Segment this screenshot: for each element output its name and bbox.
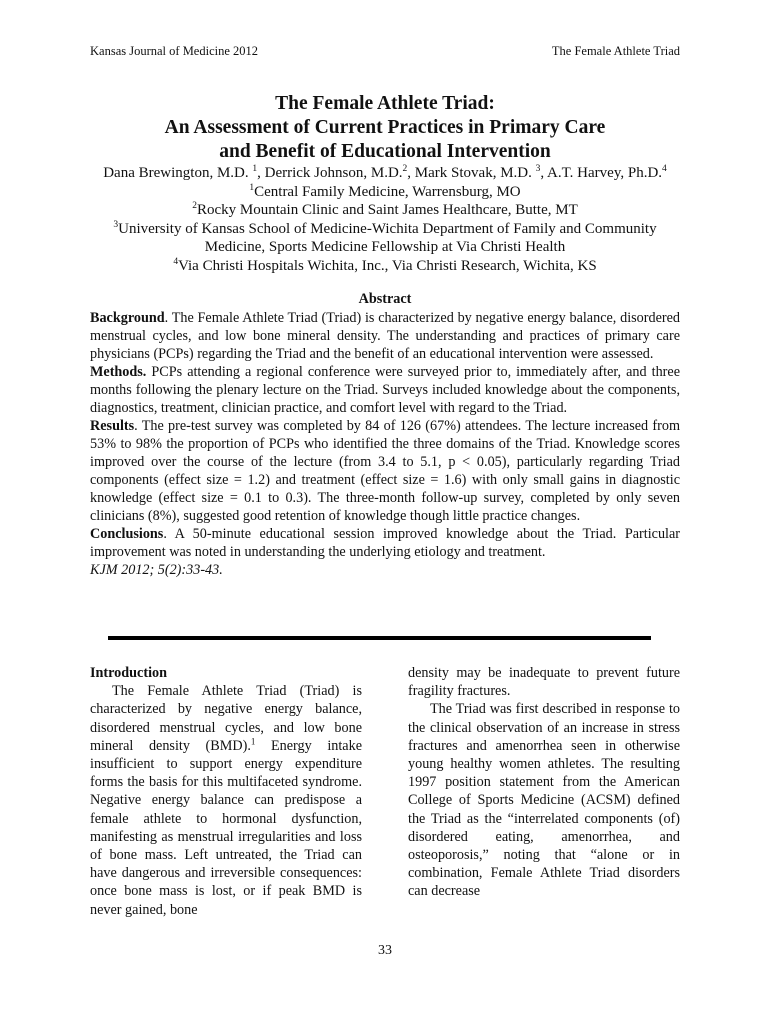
author-affiliation-marker: 3 <box>535 164 541 174</box>
affiliation-text: Via Christi Hospitals Wichita, Inc., Via Christi Research, Wichita, KS <box>178 257 597 274</box>
conclusions-text: . A 50-minute educational session improved knowledge about the Triad. Particular improvement was noted in understanding the underlying etiology and treatment. <box>90 526 680 560</box>
paragraph-text: The Female Athlete Triad (Triad) is characterized by negative energy balance, disordered menstrual cycles, and low bone mineral density (BMD). <box>90 683 362 754</box>
results-label: Results <box>90 418 135 434</box>
conclusions-label: Conclusions <box>90 526 164 542</box>
affiliation-text: Rocky Mountain Clinic and Saint James Healthcare, Butte, MT <box>196 202 578 218</box>
reference-marker: 1 <box>250 736 256 747</box>
author-list: Dana Brewington, M.D. $^1$, Derrick Johnson, M.D.$^2$, Mark Stovak, M.D. $^3$, A.T. Harvey, Ph.D.$^4$ <box>103 164 667 181</box>
author-affiliation-marker: 1 <box>252 164 258 174</box>
affiliation-line <box>90 238 680 257</box>
abstract-heading: Abstract <box>358 291 412 307</box>
affiliation-text: University of Kansas School of Medicine-Wichita Department of Family and Community <box>118 220 657 237</box>
results-text: . The pre-test survey was completed by 84 of 126 (67%) attendees. The lecture increased from 53% to 98% the proportion of PCPs who identified the three domains of the Triad. Knowledge scores improved over the course of the lecture (from 3.4 to 5.1, p < 0.05), particularly regarding Triad components (effect size = 1.2) and treatment (effect size = 1.6) with only small gains in diagnostic knowledge (effect size = 0.1 to 0.3). The three-month follow-up survey, completed by only seven clinicians (8%), suggested good retention of knowledge though little practice changes. <box>90 418 680 524</box>
body-column-right <box>408 664 680 901</box>
abstract-methods <box>90 363 680 417</box>
author-name: Mark Stovak, M.D. <box>414 165 532 181</box>
title-line-2: An Assessment of Current Practices in Primary Care <box>164 117 606 138</box>
journal-name: Kansas Journal of Medicine 2012 <box>90 44 259 58</box>
methods-text: PCPs attending a regional conference were surveyed prior to, immediately after, and three months following the plenary lecture on the Triad. Surveys included knowledge about the components, diagnostics, treatment, clinician practice, and comfort level with regard to the Triad. <box>90 364 680 416</box>
background-label: Background <box>90 310 165 326</box>
body-paragraph <box>90 682 362 919</box>
abstract-background <box>90 309 680 363</box>
body-paragraph: The Triad was first described in response to the clinical observation of an increase in stress fractures and amenorrhea seen in otherwise young healthy women athletes. The resulting 1997 position statement from the American College of Sports Medicine (ACSM) defined the Triad as the “interrelated components (of) disordered eating, amenorrhea, and osteoporosis,” noting that “alone or in combination, Female Athlete Triad disorders can decrease <box>408 701 680 900</box>
author-name: Derrick Johnson, M.D. <box>264 165 403 181</box>
body-column-left <box>90 664 362 919</box>
running-header <box>90 44 680 59</box>
affiliation-text: Central Family Medicine, Warrensburg, MO <box>254 183 521 200</box>
author-affiliation-marker: 2 <box>402 164 408 174</box>
article-title <box>90 92 680 164</box>
affiliation-text: Medicine, Sports Medicine Fellowship at Via Christi Health <box>204 239 566 255</box>
author-name: A.T. Harvey, Ph.D. <box>547 165 663 181</box>
methods-label: Methods. <box>90 364 147 380</box>
title-line-1: The Female Athlete Triad: <box>275 93 495 114</box>
title-line-3: and Benefit of Educational Intervention <box>219 141 551 162</box>
section-divider <box>108 636 651 640</box>
background-text: . The Female Athlete Triad (Triad) is characterized by negative energy balance, disordered menstrual cycles, and low bone mineral density. The understanding and practices of primary care physicians (PCPs) regarding the Triad and the benefit of an educational intervention were assessed. <box>90 310 680 362</box>
author-block <box>90 164 680 275</box>
section-heading-introduction: Introduction <box>90 665 167 681</box>
paragraph-text: Energy intake insufficient to support energy expenditure forms the basis for this multifaceted syndrome. Negative energy balance can predispose a female athlete to hormonal dysfunction, manifesting as menstrual irregularities and loss of bone mass. Left untreated, the Triad can have dangerous and irreversible consequences: once bone mass is lost, or if peak BMD is never gained, bone <box>90 737 362 918</box>
affiliation-line <box>90 220 680 239</box>
affiliation-marker: 1 <box>249 182 255 193</box>
affiliation-marker: 2 <box>192 201 197 211</box>
abstract <box>90 290 680 579</box>
body-paragraph: density may be inadequate to prevent future fragility fractures. <box>408 665 680 700</box>
abstract-conclusions <box>90 525 680 561</box>
affiliation-line <box>90 183 680 202</box>
abstract-results <box>90 417 680 525</box>
affiliation-line <box>90 257 680 276</box>
running-title: The Female Athlete Triad <box>551 44 680 58</box>
author-name: Dana Brewington, M.D. <box>103 165 249 181</box>
affiliation-marker: 3 <box>113 219 119 230</box>
page-number: 33 <box>378 943 392 958</box>
journal-citation: KJM 2012; 5(2):33-43. <box>90 562 223 578</box>
author-affiliation-marker: 4 <box>662 164 667 174</box>
affiliation-line <box>90 201 680 220</box>
affiliation-marker: 4 <box>173 256 179 267</box>
